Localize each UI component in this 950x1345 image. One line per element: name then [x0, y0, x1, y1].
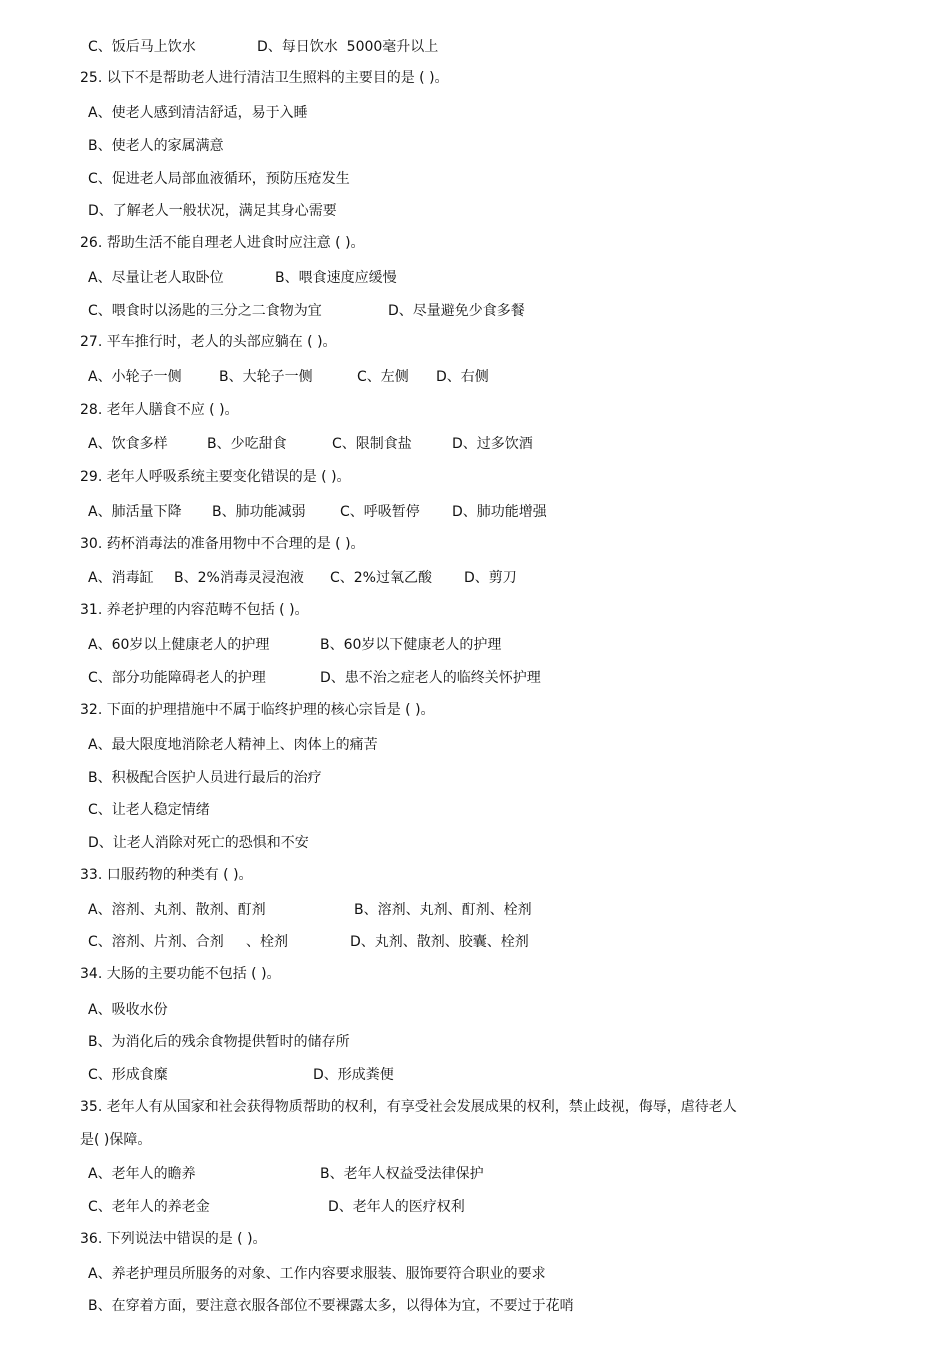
option-choice: A、吸收水份 [88, 1002, 168, 1018]
option-choice: B、2%消毒灵浸泡液 [174, 570, 304, 586]
option-choice: B、积极配合医护人员进行最后的治疗 [88, 770, 322, 786]
option-choice: A、最大限度地消除老人精神上、肉体上的痛苦 [88, 737, 378, 753]
option-choice: D、每日饮水 5000毫升以上 [257, 39, 439, 55]
question-text: 32. 下面的护理措施中不属于临终护理的核心宗旨是 ( )。 [80, 702, 435, 718]
option-choice: D、形成粪便 [313, 1067, 394, 1083]
option-choice: D、肺功能增强 [452, 504, 547, 520]
option-choice: A、消毒缸 [88, 570, 154, 586]
option-choice: A、饮食多样 [88, 436, 168, 452]
question-text: 是( )保障。 [80, 1132, 152, 1148]
option-choice: B、使老人的家属满意 [88, 138, 224, 154]
option-choice: B、肺功能减弱 [212, 504, 306, 520]
option-choice: D、剪刀 [464, 570, 517, 586]
option-choice: C、呼吸暂停 [340, 504, 420, 520]
option-choice: D、老年人的医疗权利 [328, 1199, 465, 1215]
option-choice: B、大轮子一侧 [219, 369, 313, 385]
question-text: 36. 下列说法中错误的是 ( )。 [80, 1231, 267, 1247]
option-choice: B、为消化后的残余食物提供暂时的储存所 [88, 1034, 350, 1050]
option-choice: A、尽量让老人取卧位 [88, 270, 224, 286]
question-text: 34. 大肠的主要功能不包括 ( )。 [80, 966, 281, 982]
option-choice: C、溶剂、片剂、合剂 、栓剂 [88, 934, 289, 950]
option-choice: B、60岁以下健康老人的护理 [320, 637, 502, 653]
question-text: 35. 老年人有从国家和社会获得物质帮助的权利，有享受社会发展成果的权利，禁止歧视，侮辱，虐待老人 [80, 1099, 737, 1115]
option-choice: B、在穿着方面，要注意衣服各部位不要裸露太多，以得体为宜，不要过于花哨 [88, 1298, 574, 1314]
option-choice: C、饭后马上饮水 [88, 39, 196, 55]
question-text: 25. 以下不是帮助老人进行清洁卫生照料的主要目的是 ( )。 [80, 70, 449, 86]
question-text: 27. 平车推行时，老人的头部应躺在 ( )。 [80, 334, 337, 350]
option-choice: D、患不治之症老人的临终关怀护理 [320, 670, 541, 686]
question-text: 30. 药杯消毒法的准备用物中不合理的是 ( )。 [80, 536, 365, 552]
option-choice: C、部分功能障碍老人的护理 [88, 670, 266, 686]
option-choice: C、老年人的养老金 [88, 1199, 210, 1215]
option-choice: A、老年人的瞻养 [88, 1166, 196, 1182]
option-choice: A、溶剂、丸剂、散剂、酊剂 [88, 902, 266, 918]
question-text: 33. 口服药物的种类有 ( )。 [80, 867, 253, 883]
question-text: 26. 帮助生活不能自理老人进食时应注意 ( )。 [80, 235, 365, 251]
option-choice: D、让老人消除对死亡的恐惧和不安 [88, 835, 309, 851]
option-choice: C、形成食糜 [88, 1067, 168, 1083]
option-choice: B、少吃甜食 [207, 436, 287, 452]
option-choice: D、了解老人一般状况，满足其身心需要 [88, 203, 337, 219]
option-choice: B、溶剂、丸剂、酊剂、栓剂 [354, 902, 532, 918]
option-choice: D、丸剂、散剂、胶囊、栓剂 [350, 934, 529, 950]
question-text: 31. 养老护理的内容范畴不包括 ( )。 [80, 602, 309, 618]
question-text: 28. 老年人膳食不应 ( )。 [80, 402, 239, 418]
option-choice: D、右侧 [436, 369, 489, 385]
option-choice: C、左侧 [357, 369, 409, 385]
option-choice: B、喂食速度应缓慢 [275, 270, 397, 286]
option-choice: D、过多饮酒 [452, 436, 533, 452]
option-choice: A、小轮子一侧 [88, 369, 182, 385]
option-choice: C、限制食盐 [332, 436, 412, 452]
option-choice: C、2%过氧乙酸 [330, 570, 432, 586]
option-choice: D、尽量避免少食多餐 [388, 303, 525, 319]
option-choice: C、让老人稳定情绪 [88, 802, 210, 818]
question-text: 29. 老年人呼吸系统主要变化错误的是 ( )。 [80, 469, 351, 485]
option-choice: A、肺活量下降 [88, 504, 182, 520]
option-choice: A、60岁以上健康老人的护理 [88, 637, 270, 653]
option-choice: C、喂食时以汤匙的三分之二食物为宜 [88, 303, 322, 319]
option-choice: A、养老护理员所服务的对象、工作内容要求服装、服饰要符合职业的要求 [88, 1266, 546, 1282]
option-choice: B、老年人权益受法律保护 [320, 1166, 484, 1182]
option-choice: C、促进老人局部血液循环，预防压疮发生 [88, 171, 350, 187]
option-choice: A、使老人感到清洁舒适，易于入睡 [88, 105, 308, 121]
